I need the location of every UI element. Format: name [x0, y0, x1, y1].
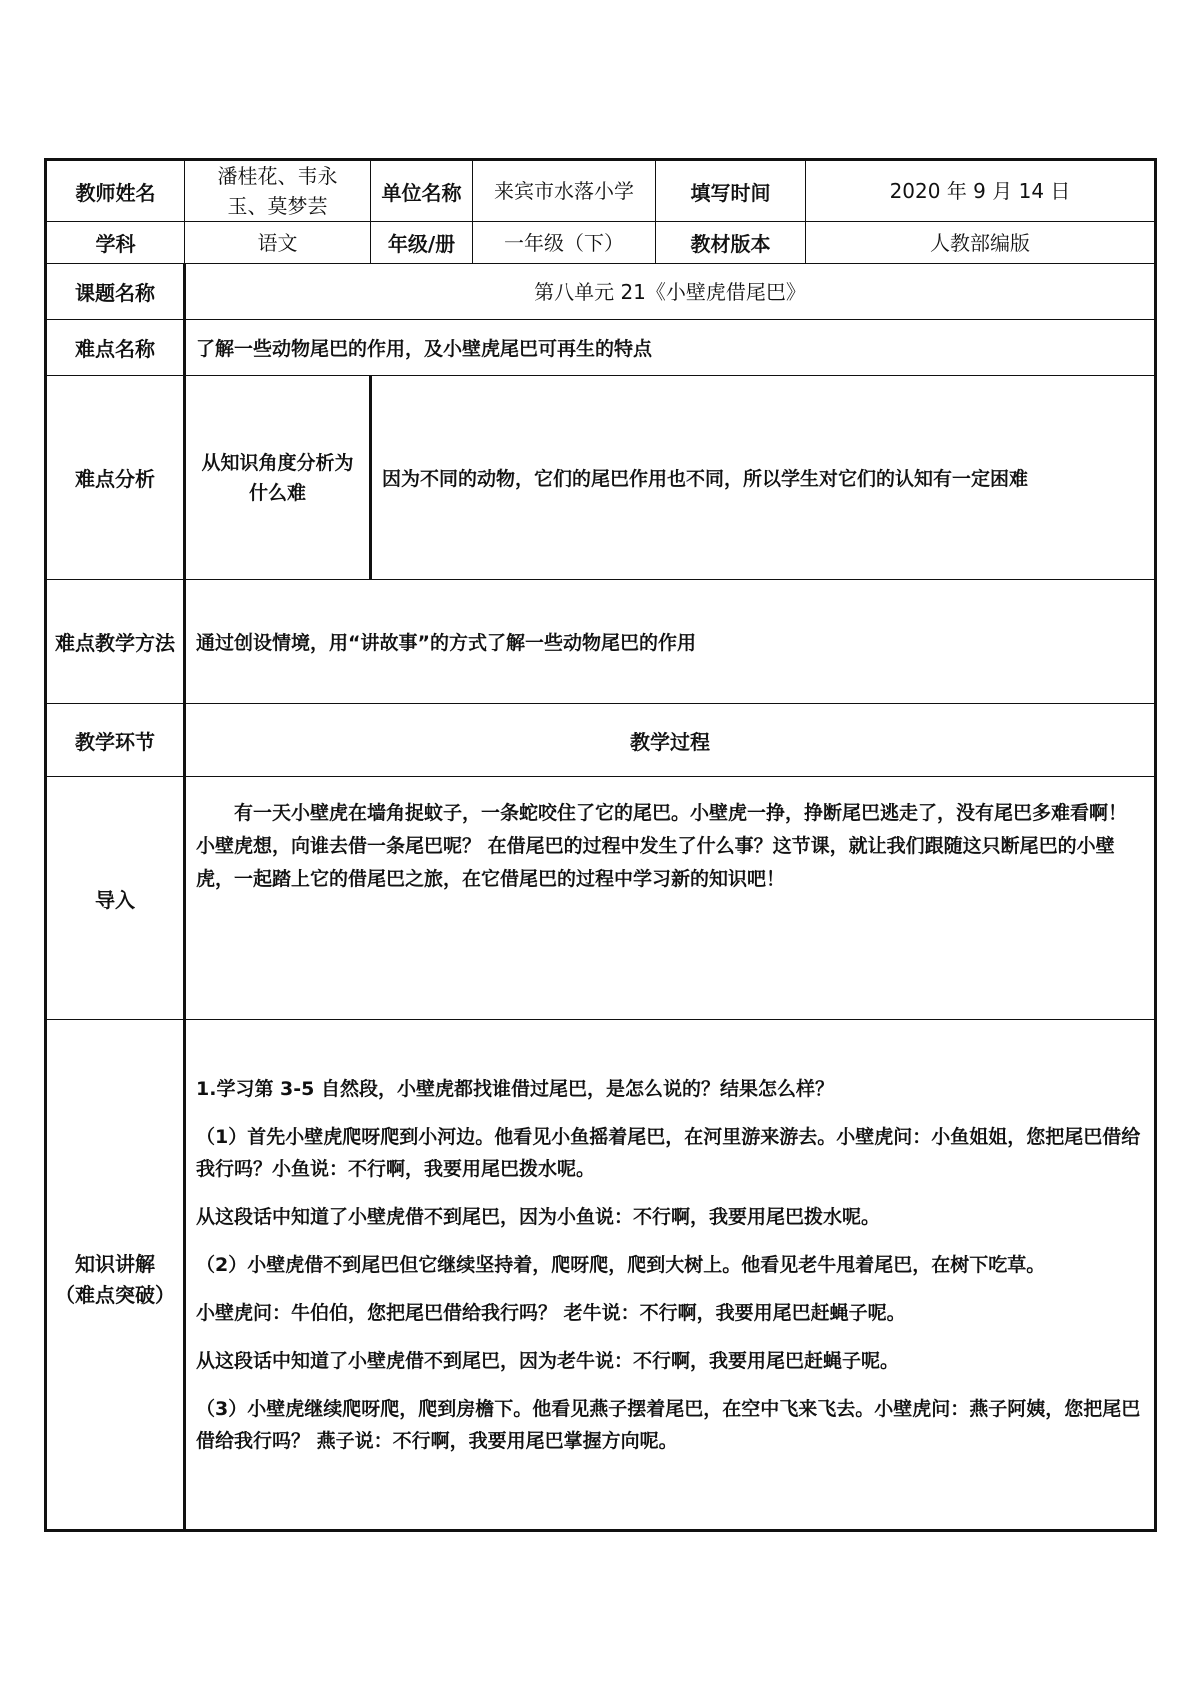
row-method	[46, 580, 1156, 704]
intro-label: 导入	[46, 777, 185, 1020]
row-topic	[46, 264, 1156, 320]
knowledge-paragraph: 小壁虎问：牛伯伯，您把尾巴借给我行吗？ 老牛说：不行啊，我要用尾巴赶蝇子呢。	[196, 1301, 906, 1324]
unit-value: 来宾市水落小学	[473, 160, 656, 222]
date-value: 2020 年 9 月 14 日	[806, 160, 1156, 222]
knowledge-paragraph: 从这段话中知道了小壁虎借不到尾巴，因为老牛说：不行啊，我要用尾巴赶蝇子呢。	[196, 1349, 900, 1372]
date-label: 填写时间	[656, 160, 806, 222]
knowledge-paragraph: 1.学习第 3-5 自然段，小壁虎都找谁借过尾巴，是怎么说的？结果怎么样？	[196, 1077, 834, 1100]
analysis-label: 难点分析	[46, 376, 185, 580]
knowledge-paragraph: （3）小壁虎继续爬呀爬，爬到房檐下。他看见燕子摆着尾巴，在空中飞来飞去。小壁虎问：燕子阿姨，您把尾巴借给我行吗？ 燕子说：不行啊，我要用尾巴掌握方向呢。	[196, 1397, 1141, 1452]
row-process-header	[46, 704, 1156, 777]
grade-value: 一年级（下）	[473, 222, 656, 264]
topic-value: 第八单元 21《小壁虎借尾巴》	[185, 264, 1156, 320]
knowledge-label-line2: （难点突破）	[55, 1282, 175, 1307]
process-value: 教学过程	[185, 704, 1156, 777]
edition-value: 人教部编版	[806, 222, 1156, 264]
unit-label: 单位名称	[371, 160, 473, 222]
row-teacher	[46, 160, 1156, 222]
topic-label: 课题名称	[46, 264, 185, 320]
subject-value: 语文	[185, 222, 371, 264]
teacher-label: 教师姓名	[46, 160, 185, 222]
knowledge-paragraph: （2）小壁虎借不到尾巴但它继续坚持着，爬呀爬，爬到大树上。他看见老牛甩着尾巴，在树下吃草。	[196, 1253, 1046, 1276]
knowledge-label-line1: 知识讲解	[75, 1251, 155, 1276]
row-difficulty	[46, 320, 1156, 376]
edition-label: 教材版本	[656, 222, 806, 264]
teacher-value: 潘桂花、韦永玉、莫梦芸	[185, 160, 371, 222]
method-value: 通过创设情境，用“讲故事”的方式了解一些动物尾巴的作用	[185, 580, 1156, 704]
row-intro	[46, 777, 1156, 1020]
method-label: 难点教学方法	[46, 580, 185, 704]
intro-cell	[185, 777, 1156, 1020]
knowledge-paragraph: 从这段话中知道了小壁虎借不到尾巴，因为小鱼说：不行啊，我要用尾巴拨水呢。	[196, 1205, 881, 1228]
analysis-sub-label: 从知识角度分析为什么难	[185, 376, 371, 580]
knowledge-label	[46, 1020, 185, 1531]
row-analysis	[46, 376, 1156, 580]
row-knowledge	[46, 1020, 1156, 1531]
lesson-plan-table	[44, 158, 1157, 1532]
grade-label: 年级/册	[371, 222, 473, 264]
process-label: 教学环节	[46, 704, 185, 777]
row-subject	[46, 222, 1156, 264]
knowledge-cell	[185, 1020, 1156, 1531]
intro-text: 有一天小壁虎在墙角捉蚊子，一条蛇咬住了它的尾巴。小壁虎一挣，挣断尾巴逃走了，没有尾巴多难看啊！小壁虎想，向谁去借一条尾巴呢？ 在借尾巴的过程中发生了什么事？这节课，就让我们跟随这只断尾巴的小壁虎，一起踏上它的借尾巴之旅，在它借尾巴的过程中学习新的知识吧！	[196, 802, 1128, 890]
difficulty-label: 难点名称	[46, 320, 185, 376]
subject-label: 学科	[46, 222, 185, 264]
knowledge-paragraph: （1）首先小壁虎爬呀爬到小河边。他看见小鱼摇着尾巴，在河里游来游去。小壁虎问：小鱼姐姐，您把尾巴借给我行吗？小鱼说：不行啊，我要用尾巴拨水呢。	[196, 1125, 1141, 1180]
analysis-value: 因为不同的动物，它们的尾巴作用也不同，所以学生对它们的认知有一定困难	[371, 376, 1156, 580]
difficulty-value: 了解一些动物尾巴的作用，及小壁虎尾巴可再生的特点	[185, 320, 1156, 376]
